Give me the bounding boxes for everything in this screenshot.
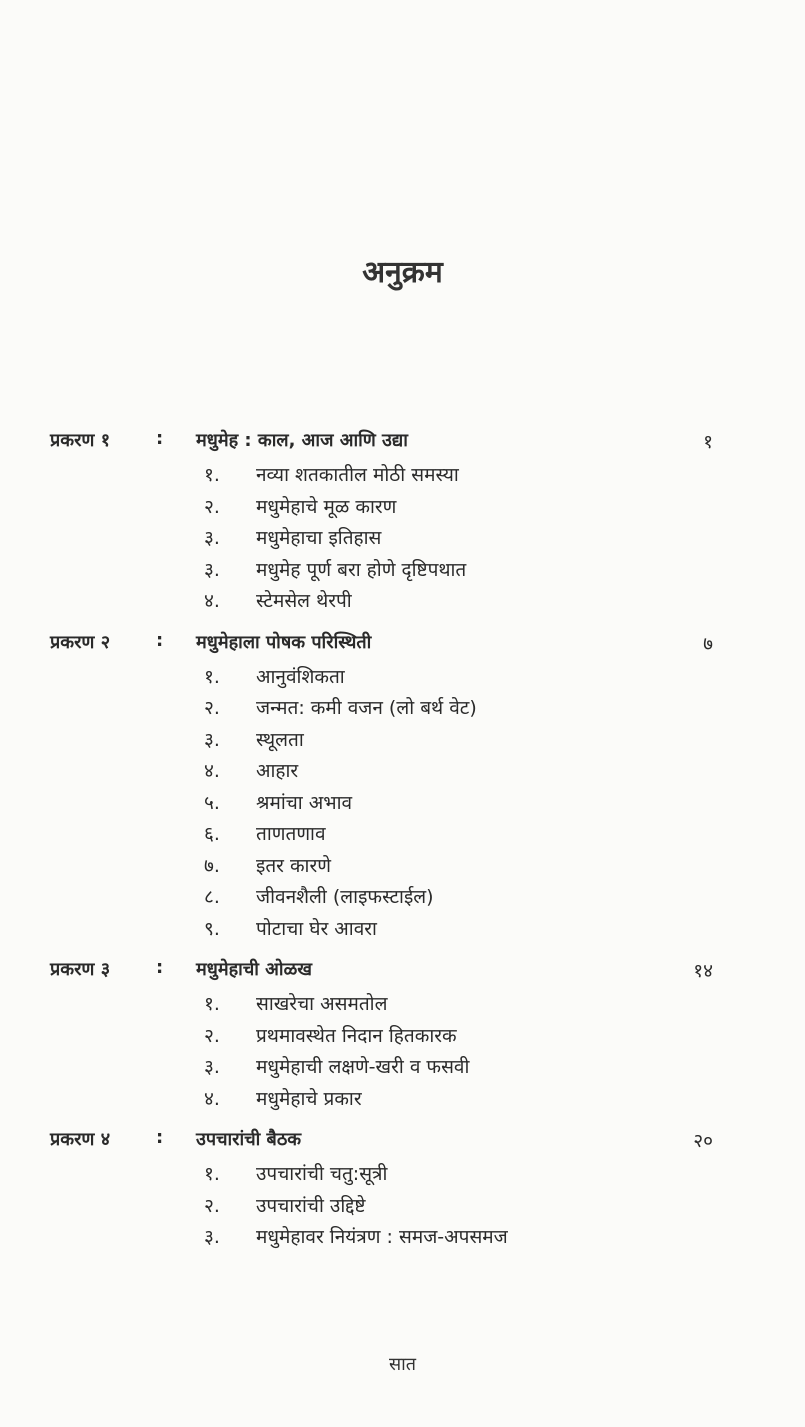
chapter-colon: : — [156, 629, 164, 651]
chapter-entry — [0, 626, 805, 944]
chapter-title: मधुमेहाला पोषक परिस्थिती — [196, 631, 372, 653]
section-number: ९. — [204, 917, 220, 940]
chapter-entry — [0, 953, 805, 1113]
section-title: प्रथमावस्थेत निदान हितकारक — [256, 1024, 457, 1047]
section-entry — [0, 458, 805, 490]
section-number: ३. — [204, 1056, 220, 1078]
section-title: मधुमेहाचा इतिहास — [256, 527, 382, 549]
section-number: १. — [204, 665, 220, 688]
section-number: २. — [204, 1024, 220, 1047]
section-number: ७. — [204, 854, 220, 877]
chapter-colon: : — [156, 1127, 164, 1148]
section-entry — [0, 817, 805, 849]
chapter-label: प्रकरण २ — [50, 631, 111, 653]
section-number: ४. — [204, 1087, 220, 1110]
section-number: ३. — [204, 527, 220, 549]
section-title: स्टेमसेल थेरपी — [256, 590, 352, 612]
section-number: २. — [204, 495, 220, 518]
chapter-entry — [0, 1123, 805, 1252]
page-title: अनुक्रम — [362, 255, 443, 290]
section-number: १. — [204, 464, 220, 486]
chapter-page-number: ७ — [703, 632, 713, 655]
chapter-title: उपचारांची बैठक — [196, 1129, 302, 1150]
section-entry — [0, 754, 805, 786]
section-number: १. — [204, 1163, 220, 1185]
chapter-title: मधुमेहाची ओळख — [196, 959, 312, 980]
section-title: उपचारांची चतु:सूत्री — [256, 1163, 388, 1185]
section-title: जीवनशैली (लाइफस्टाईल) — [256, 886, 434, 908]
section-entry — [0, 584, 805, 616]
chapter-label: प्रकरण ४ — [50, 1129, 111, 1150]
section-title: उपचारांची उद्दिष्टे — [256, 1194, 366, 1217]
chapter-colon: : — [156, 428, 164, 449]
section-entry — [0, 786, 805, 818]
chapter-page-number: १ — [703, 431, 713, 453]
page-folio: सात — [388, 1354, 417, 1375]
section-number: ३. — [204, 558, 220, 581]
chapter-label: प्रकरण ३ — [50, 959, 111, 980]
section-title: श्रमांचा अभाव — [256, 791, 353, 814]
section-title: इतर कारणे — [256, 854, 331, 877]
table-of-contents — [0, 424, 805, 1262]
section-entry — [0, 553, 805, 585]
section-number: ४. — [204, 760, 220, 782]
section-entry — [0, 660, 805, 692]
section-title: नव्या शतकातील मोठी समस्या — [256, 464, 459, 486]
section-entry — [0, 490, 805, 522]
section-entry — [0, 521, 805, 553]
chapter-page-number: २० — [693, 1130, 713, 1152]
section-entry — [0, 1189, 805, 1221]
section-title: जन्मत: कमी वजन (लो बर्थ वेट) — [256, 697, 477, 719]
section-number: ४. — [204, 590, 220, 612]
chapter-label: प्रकरण १ — [50, 430, 111, 451]
section-title: मधुमेहाचे प्रकार — [256, 1087, 362, 1110]
chapter-page-number: १४ — [693, 960, 713, 982]
section-entry — [0, 849, 805, 881]
section-number: २. — [204, 697, 220, 719]
section-entry — [0, 1050, 805, 1082]
section-entry — [0, 1220, 805, 1252]
section-title: मधुमेहाची लक्षणे-खरी व फसवी — [256, 1056, 470, 1078]
chapter-heading-row — [0, 1123, 805, 1157]
section-number: २. — [204, 1194, 220, 1217]
section-number: १. — [204, 993, 220, 1015]
section-number: ३. — [204, 1226, 220, 1248]
chapter-colon: : — [156, 957, 164, 978]
chapter-heading-row — [0, 424, 805, 458]
section-title: पोटाचा घेर आवरा — [256, 917, 377, 940]
section-number: ६. — [204, 823, 220, 845]
chapter-title: मधुमेह : काल, आज आणि उद्या — [196, 430, 408, 451]
section-title: आहार — [256, 760, 299, 782]
section-entry — [0, 723, 805, 755]
section-entry — [0, 1082, 805, 1114]
section-title: मधुमेहावर नियंत्रण : समज-अपसमज — [256, 1226, 508, 1248]
section-title: मधुमेहाचे मूळ कारण — [256, 495, 397, 518]
section-number: ५. — [204, 791, 220, 814]
section-title: ताणतणाव — [256, 823, 326, 845]
section-title: मधुमेह पूर्ण बरा होणे दृष्टिपथात — [256, 558, 467, 581]
section-title: साखरेचा असमतोल — [256, 993, 388, 1015]
section-title: स्थूलता — [256, 728, 304, 751]
section-title: आनुवंशिकता — [256, 665, 345, 688]
section-number: ३. — [204, 728, 220, 751]
chapter-entry — [0, 424, 805, 616]
chapter-heading-row — [0, 953, 805, 987]
section-entry — [0, 1157, 805, 1189]
chapter-heading-row — [0, 626, 805, 660]
section-entry — [0, 880, 805, 912]
section-entry — [0, 1019, 805, 1051]
section-entry — [0, 987, 805, 1019]
section-entry — [0, 691, 805, 723]
section-number: ८. — [204, 886, 220, 908]
section-entry — [0, 912, 805, 944]
